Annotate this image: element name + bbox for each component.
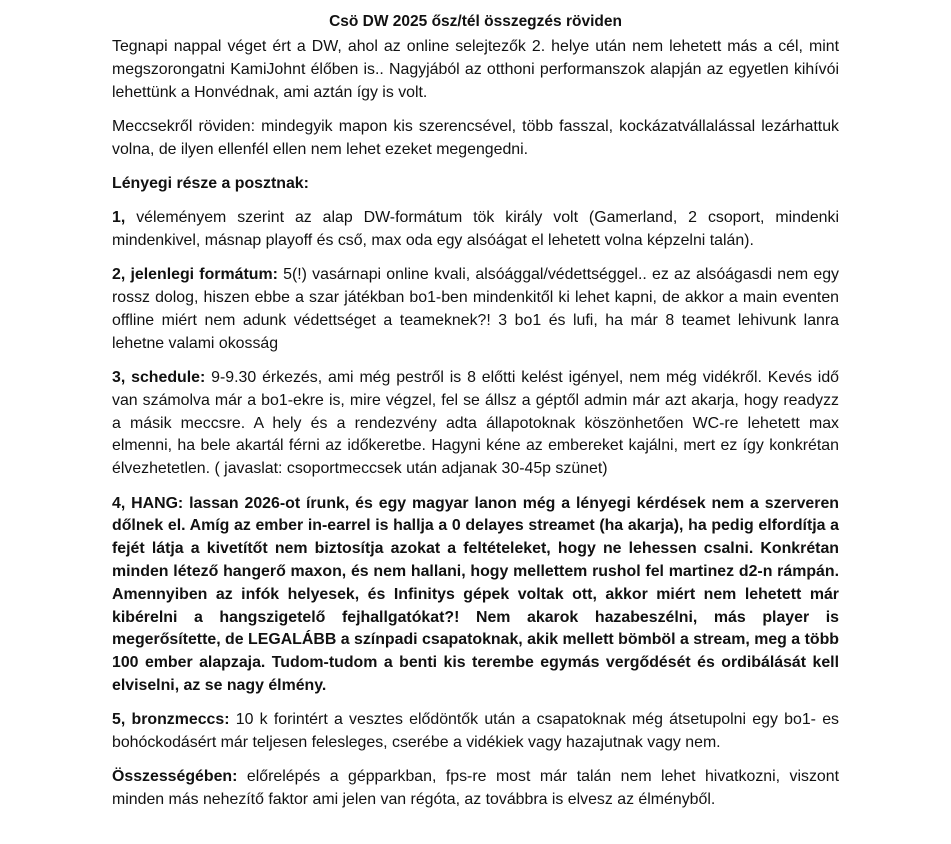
point-2-paragraph [112,264,839,355]
point-3-paragraph [112,367,839,481]
summary-text: előrelépés a gépparkban, fps-re most már talán nem lehet hivatkozni, viszont minden más nehezítő faktor ami jelen van régóta, az továbbra is elvesz az élményből. [112,768,839,809]
document-title: Csö DW 2025 ősz/tél összegzés röviden [329,13,622,30]
point-4-paragraph: 4, HANG: lassan 2026-ot írunk, és egy magyar lanon még a lényegi kérdések nem a szerveren dőlnek el. Amíg az ember in-earrel is hallja a 0 delayes streamet (ha akarja), ha pedig elfordítja a fejét látja a kivetítőt nem biztosítja azokat a feltételeket, hogy ne lehessen csalni. Konkrétan minden létező hangerő maxon, és nem hallani, hogy mellettem rushol fel martinez d2-n rámpán. Amennyiben az infók helyesek, és Infinitys gépek voltak ott, akkor miért nem lehetett már kibérelni a hangszigetelő fejhallgatókat?! Nem akarok hazabeszélni, más player is megerősítette, de LEGALÁBB a színpadi csapatoknak, akik mellett bömböl a stream, meg a több 100 ember alapzaja. Tudom-tudom a benti kis terembe egymás vergődését és ordibálását kell elviselni, az se nagy élmény. [112,494,839,694]
point-2-text: 5(!) vasárnapi online kvali, alsóággal/védettséggel.. ez az alsóágasdi nem egy rossz dolog, hiszen ebbe a szar játékban bo1-ben mindenkitől ki lehet kapni, de akkor a main eventen offline miért nem adunk védettséget a teameknek?! 3 bo1 és lufi, ha már 8 teamet lehivunk lanra lehetne valami okosság [112,266,839,352]
summary-paragraph [112,766,839,812]
section-heading: Lényegi része a posztnak: [112,174,309,192]
point-5-paragraph [112,709,839,755]
matches-paragraph: Meccsekről röviden: mindegyik mapon kis szerencsével, több fasszal, kockázatvállalással lezárhattuk volna, de ilyen ellenfél ellen nem lehet ezeket megengedni. [112,117,839,158]
point-5-lead: 5, bronzmeccs: [112,711,230,729]
summary-lead: Összességében: [112,768,238,786]
point-1-lead: 1, [112,209,126,227]
point-2-lead: 2, jelenlegi formátum: [112,266,278,284]
point-1-text: véleményem szerint az alap DW-formátum tök király volt (Gamerland, 2 csoport, mindenki mindenkivel, másnap playoff és cső, max oda egy alsóágat el lehetett volna képzelni talán). [112,209,839,250]
intro-paragraph: Tegnapi nappal véget ért a DW, ahol az online selejtezők 2. helye után nem lehetett más a cél, mint megszorongatni KamiJohnt élőben is.. Nagyjából az otthoni performanszok alapján az egyetlen kihívói lehettünk a Honvédnak, ami aztán így is volt. [112,38,839,101]
point-3-text: 9-9.30 érkezés, ami még pestről is 8 előtti kelést igényel, nem még vidékről. Kevés idő van számolva már a bo1-ekre is, mire végzel, fel se állsz a géptől admin már azt akarja, hogy readyzz a másik meccsre. A hely és a rendezvény adta állapotoknak köszönhetően WC-re lehetett max elmenni, ha bele akartál férni az időkeretbe. Hagyni kéne az embereket kajálni, mert ez így konkrétan élvezhetetlen. ( javaslat: csoportmeccsek után adjanak 30-45p szünet) [112,369,839,478]
point-3-lead: 3, schedule: [112,369,206,387]
point-1-paragraph [112,207,839,253]
point-5-text: 10 k forintért a vesztes elődöntők után a csapatoknak még átsetupolni egy bo1- es bohóckodásért már teljesen felesleges, cserébe a vidékiek vagy hazajutnak vagy nem. [112,711,839,752]
